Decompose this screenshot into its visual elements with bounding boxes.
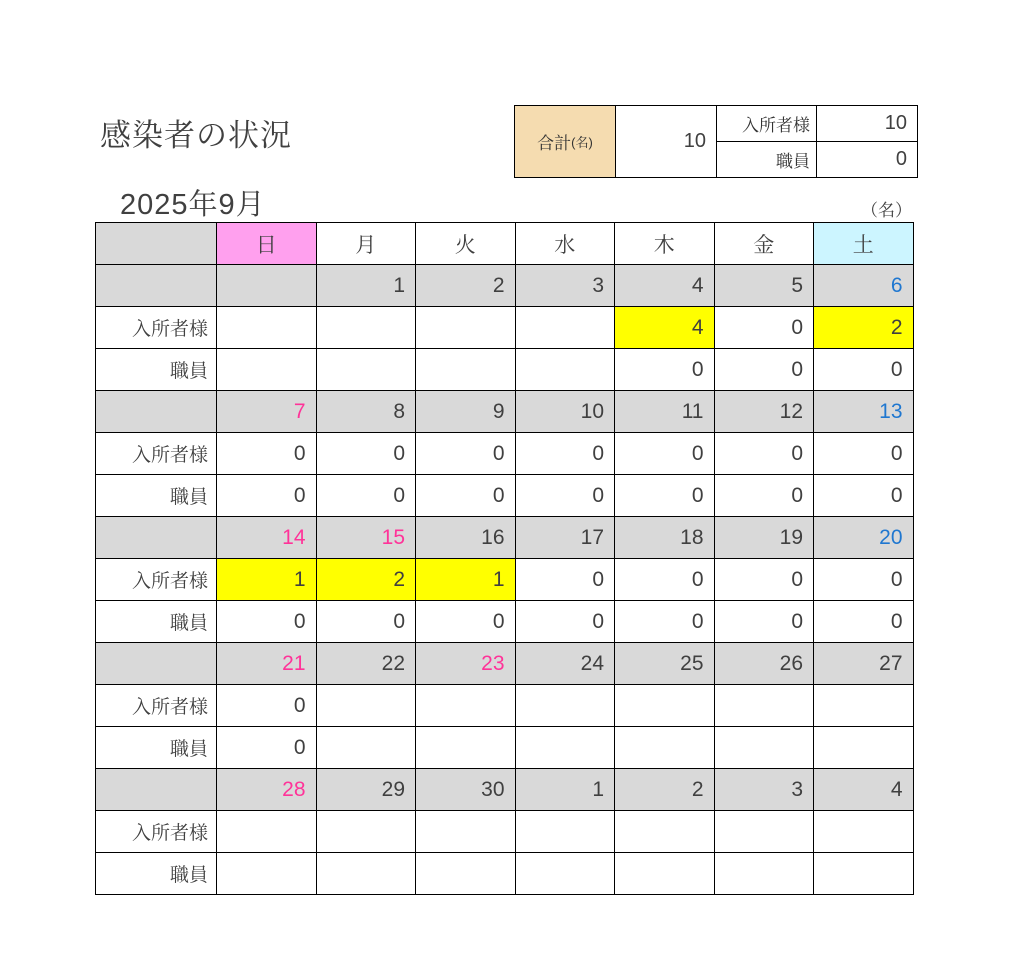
summary-residents-label: 入所者様 (717, 106, 817, 141)
date-value: 11 (681, 399, 704, 423)
unit-note: （名） (861, 201, 912, 220)
date-cell (714, 265, 814, 307)
date-value: 3 (592, 273, 604, 297)
date-cell (615, 391, 715, 433)
date-row-label (96, 769, 217, 811)
corner-cell (96, 223, 217, 265)
dow-header-cell: 水 (515, 223, 615, 265)
date-value: 22 (381, 651, 405, 675)
residents-count-cell: 1 (217, 559, 317, 601)
staff-count-cell (814, 853, 914, 895)
staff-row (96, 349, 914, 391)
residents-count-cell (615, 685, 715, 727)
summary-breakdown (716, 105, 918, 178)
residents-count-cell: 0 (615, 559, 715, 601)
staff-count-cell (615, 727, 715, 769)
date-cell (714, 769, 814, 811)
staff-count-cell (814, 727, 914, 769)
date-value: 24 (580, 651, 604, 675)
staff-count-cell: 0 (515, 475, 615, 517)
staff-row (96, 853, 914, 895)
date-value: 4 (890, 777, 903, 801)
date-cell (615, 265, 715, 307)
date-value: 4 (691, 273, 704, 297)
residents-row-label: 入所者様 (96, 559, 217, 601)
staff-count-cell (615, 853, 715, 895)
date-value: 1 (393, 273, 405, 297)
dow-header-row (96, 223, 914, 265)
date-value: 15 (381, 525, 405, 549)
date-value: 19 (779, 525, 803, 549)
date-row-label (96, 265, 217, 307)
staff-count-cell: 0 (316, 475, 416, 517)
staff-count-cell: 0 (714, 601, 814, 643)
residents-count-cell (416, 811, 516, 853)
staff-row-label: 職員 (96, 853, 217, 895)
date-value: 29 (381, 777, 405, 801)
staff-count-cell (416, 727, 516, 769)
staff-count-cell: 0 (615, 475, 715, 517)
residents-count-cell (316, 307, 416, 349)
residents-count-cell (814, 685, 914, 727)
date-cell (316, 643, 416, 685)
date-value: 10 (580, 399, 604, 423)
date-cell (714, 517, 814, 559)
residents-count-cell (217, 811, 317, 853)
date-cell (814, 769, 914, 811)
residents-count-cell: 0 (714, 307, 814, 349)
residents-count-cell: 2 (814, 307, 914, 349)
staff-row (96, 601, 914, 643)
staff-count-cell: 0 (615, 349, 715, 391)
date-cell (217, 265, 317, 307)
date-cell (515, 391, 615, 433)
page-title: 感染者の状況 (100, 118, 292, 153)
residents-count-cell: 0 (515, 559, 615, 601)
dow-header-cell: 木 (615, 223, 715, 265)
summary-total (514, 105, 716, 178)
staff-count-cell: 0 (814, 475, 914, 517)
residents-count-cell (515, 811, 615, 853)
summary-total-value: 10 (683, 130, 706, 152)
date-row-label (96, 517, 217, 559)
staff-count-cell (217, 853, 317, 895)
date-value: 2 (691, 777, 704, 801)
staff-row (96, 475, 914, 517)
summary-staff-row (717, 142, 917, 177)
residents-count-cell: 0 (316, 433, 416, 475)
date-value: 27 (879, 651, 903, 675)
dow-header-cell: 月 (316, 223, 416, 265)
date-value: 17 (580, 525, 604, 549)
date-cell (416, 517, 516, 559)
date-value: 25 (680, 651, 704, 675)
residents-count-cell: 0 (217, 433, 317, 475)
dow-header-cell: 火 (416, 223, 516, 265)
date-cell (316, 769, 416, 811)
date-row-label (96, 391, 217, 433)
residents-count-cell (714, 811, 814, 853)
residents-count-cell (316, 811, 416, 853)
date-cell (515, 517, 615, 559)
staff-count-cell: 0 (615, 601, 715, 643)
date-value: 18 (680, 525, 704, 549)
staff-count-cell: 0 (217, 727, 317, 769)
staff-count-cell: 0 (515, 601, 615, 643)
staff-row (96, 727, 914, 769)
residents-row-label: 入所者様 (96, 307, 217, 349)
date-cell (615, 769, 715, 811)
date-value: 9 (492, 399, 505, 423)
residents-count-cell: 0 (814, 559, 914, 601)
dow-header-cell: 金 (714, 223, 814, 265)
staff-row-label: 職員 (96, 349, 217, 391)
date-cell (714, 643, 814, 685)
date-cell (416, 769, 516, 811)
date-cell (814, 517, 914, 559)
residents-count-cell: 0 (217, 685, 317, 727)
staff-count-cell (416, 349, 516, 391)
date-value: 3 (791, 777, 803, 801)
date-cell (615, 517, 715, 559)
summary-total-label-unit: (名) (571, 135, 593, 150)
staff-row-label: 職員 (96, 601, 217, 643)
date-value: 16 (481, 525, 505, 549)
residents-count-cell (714, 685, 814, 727)
residents-count-cell (416, 307, 516, 349)
summary-total-label-text: 合計 (537, 134, 572, 153)
date-cell (416, 643, 516, 685)
date-cell (416, 265, 516, 307)
date-cell (316, 265, 416, 307)
date-cell (714, 391, 814, 433)
staff-count-cell (714, 727, 814, 769)
date-value: 13 (879, 399, 903, 423)
residents-row-label: 入所者様 (96, 811, 217, 853)
date-cell (217, 517, 317, 559)
residents-count-cell (217, 307, 317, 349)
residents-count-cell: 0 (714, 433, 814, 475)
staff-row-label: 職員 (96, 475, 217, 517)
date-cell (615, 643, 715, 685)
dow-header-cell: 日 (217, 223, 317, 265)
residents-count-cell: 2 (316, 559, 416, 601)
staff-count-cell: 0 (814, 601, 914, 643)
residents-row-label: 入所者様 (96, 685, 217, 727)
residents-count-cell: 0 (615, 433, 715, 475)
summary-block (514, 105, 918, 178)
staff-count-cell (316, 349, 416, 391)
residents-count-cell: 0 (416, 433, 516, 475)
date-value: 1 (592, 777, 604, 801)
residents-count-cell (515, 685, 615, 727)
staff-count-cell: 0 (316, 601, 416, 643)
date-value: 30 (481, 777, 505, 801)
date-value: 20 (879, 525, 903, 549)
date-row (96, 643, 914, 685)
residents-count-cell: 0 (814, 433, 914, 475)
staff-count-cell (515, 853, 615, 895)
date-value: 12 (779, 399, 803, 423)
staff-count-cell (515, 349, 615, 391)
staff-count-cell (515, 727, 615, 769)
date-row (96, 517, 914, 559)
residents-count-cell: 1 (416, 559, 516, 601)
date-value: 8 (393, 399, 405, 423)
residents-count-cell (814, 811, 914, 853)
dow-header-cell: 土 (814, 223, 914, 265)
date-row (96, 265, 914, 307)
staff-count-cell (217, 349, 317, 391)
date-cell (515, 769, 615, 811)
staff-count-cell: 0 (714, 349, 814, 391)
staff-count-cell: 0 (416, 475, 516, 517)
date-cell (814, 265, 914, 307)
summary-staff-label: 職員 (717, 142, 817, 177)
residents-row (96, 559, 914, 601)
summary-residents-row (717, 106, 917, 142)
date-value: 21 (282, 651, 306, 675)
staff-count-cell: 0 (714, 475, 814, 517)
date-value: 14 (282, 525, 306, 549)
date-cell (316, 517, 416, 559)
summary-staff-value: 0 (895, 148, 907, 170)
date-cell (515, 643, 615, 685)
date-value: 2 (492, 273, 505, 297)
date-value: 26 (779, 651, 803, 675)
date-cell (814, 643, 914, 685)
date-cell (515, 265, 615, 307)
staff-count-cell: 0 (814, 349, 914, 391)
date-cell (217, 643, 317, 685)
page-subtitle: 2025年9月 (120, 189, 266, 221)
residents-row (96, 685, 914, 727)
date-value: 23 (481, 651, 505, 675)
date-value: 6 (890, 273, 903, 297)
staff-count-cell (714, 853, 814, 895)
infection-calendar-table (95, 222, 914, 895)
residents-count-cell: 0 (515, 433, 615, 475)
date-value: 28 (282, 777, 306, 801)
staff-count-cell: 0 (217, 601, 317, 643)
staff-count-cell: 0 (416, 601, 516, 643)
staff-count-cell (316, 727, 416, 769)
staff-count-cell: 0 (217, 475, 317, 517)
date-cell (814, 391, 914, 433)
date-cell (217, 769, 317, 811)
date-row (96, 391, 914, 433)
residents-count-cell (615, 811, 715, 853)
date-row-label (96, 643, 217, 685)
residents-count-cell (416, 685, 516, 727)
date-value: 7 (293, 399, 306, 423)
date-cell (217, 391, 317, 433)
staff-count-cell (416, 853, 516, 895)
residents-count-cell: 0 (714, 559, 814, 601)
date-row (96, 769, 914, 811)
date-cell (416, 391, 516, 433)
staff-row-label: 職員 (96, 727, 217, 769)
date-value: 5 (791, 273, 803, 297)
residents-row (96, 307, 914, 349)
residents-row-label: 入所者様 (96, 433, 217, 475)
summary-residents-value: 10 (884, 112, 907, 134)
residents-row (96, 811, 914, 853)
residents-count-cell (316, 685, 416, 727)
staff-count-cell (316, 853, 416, 895)
residents-row (96, 433, 914, 475)
residents-count-cell (515, 307, 615, 349)
date-cell (316, 391, 416, 433)
residents-count-cell: 4 (615, 307, 715, 349)
summary-total-label (515, 106, 616, 177)
